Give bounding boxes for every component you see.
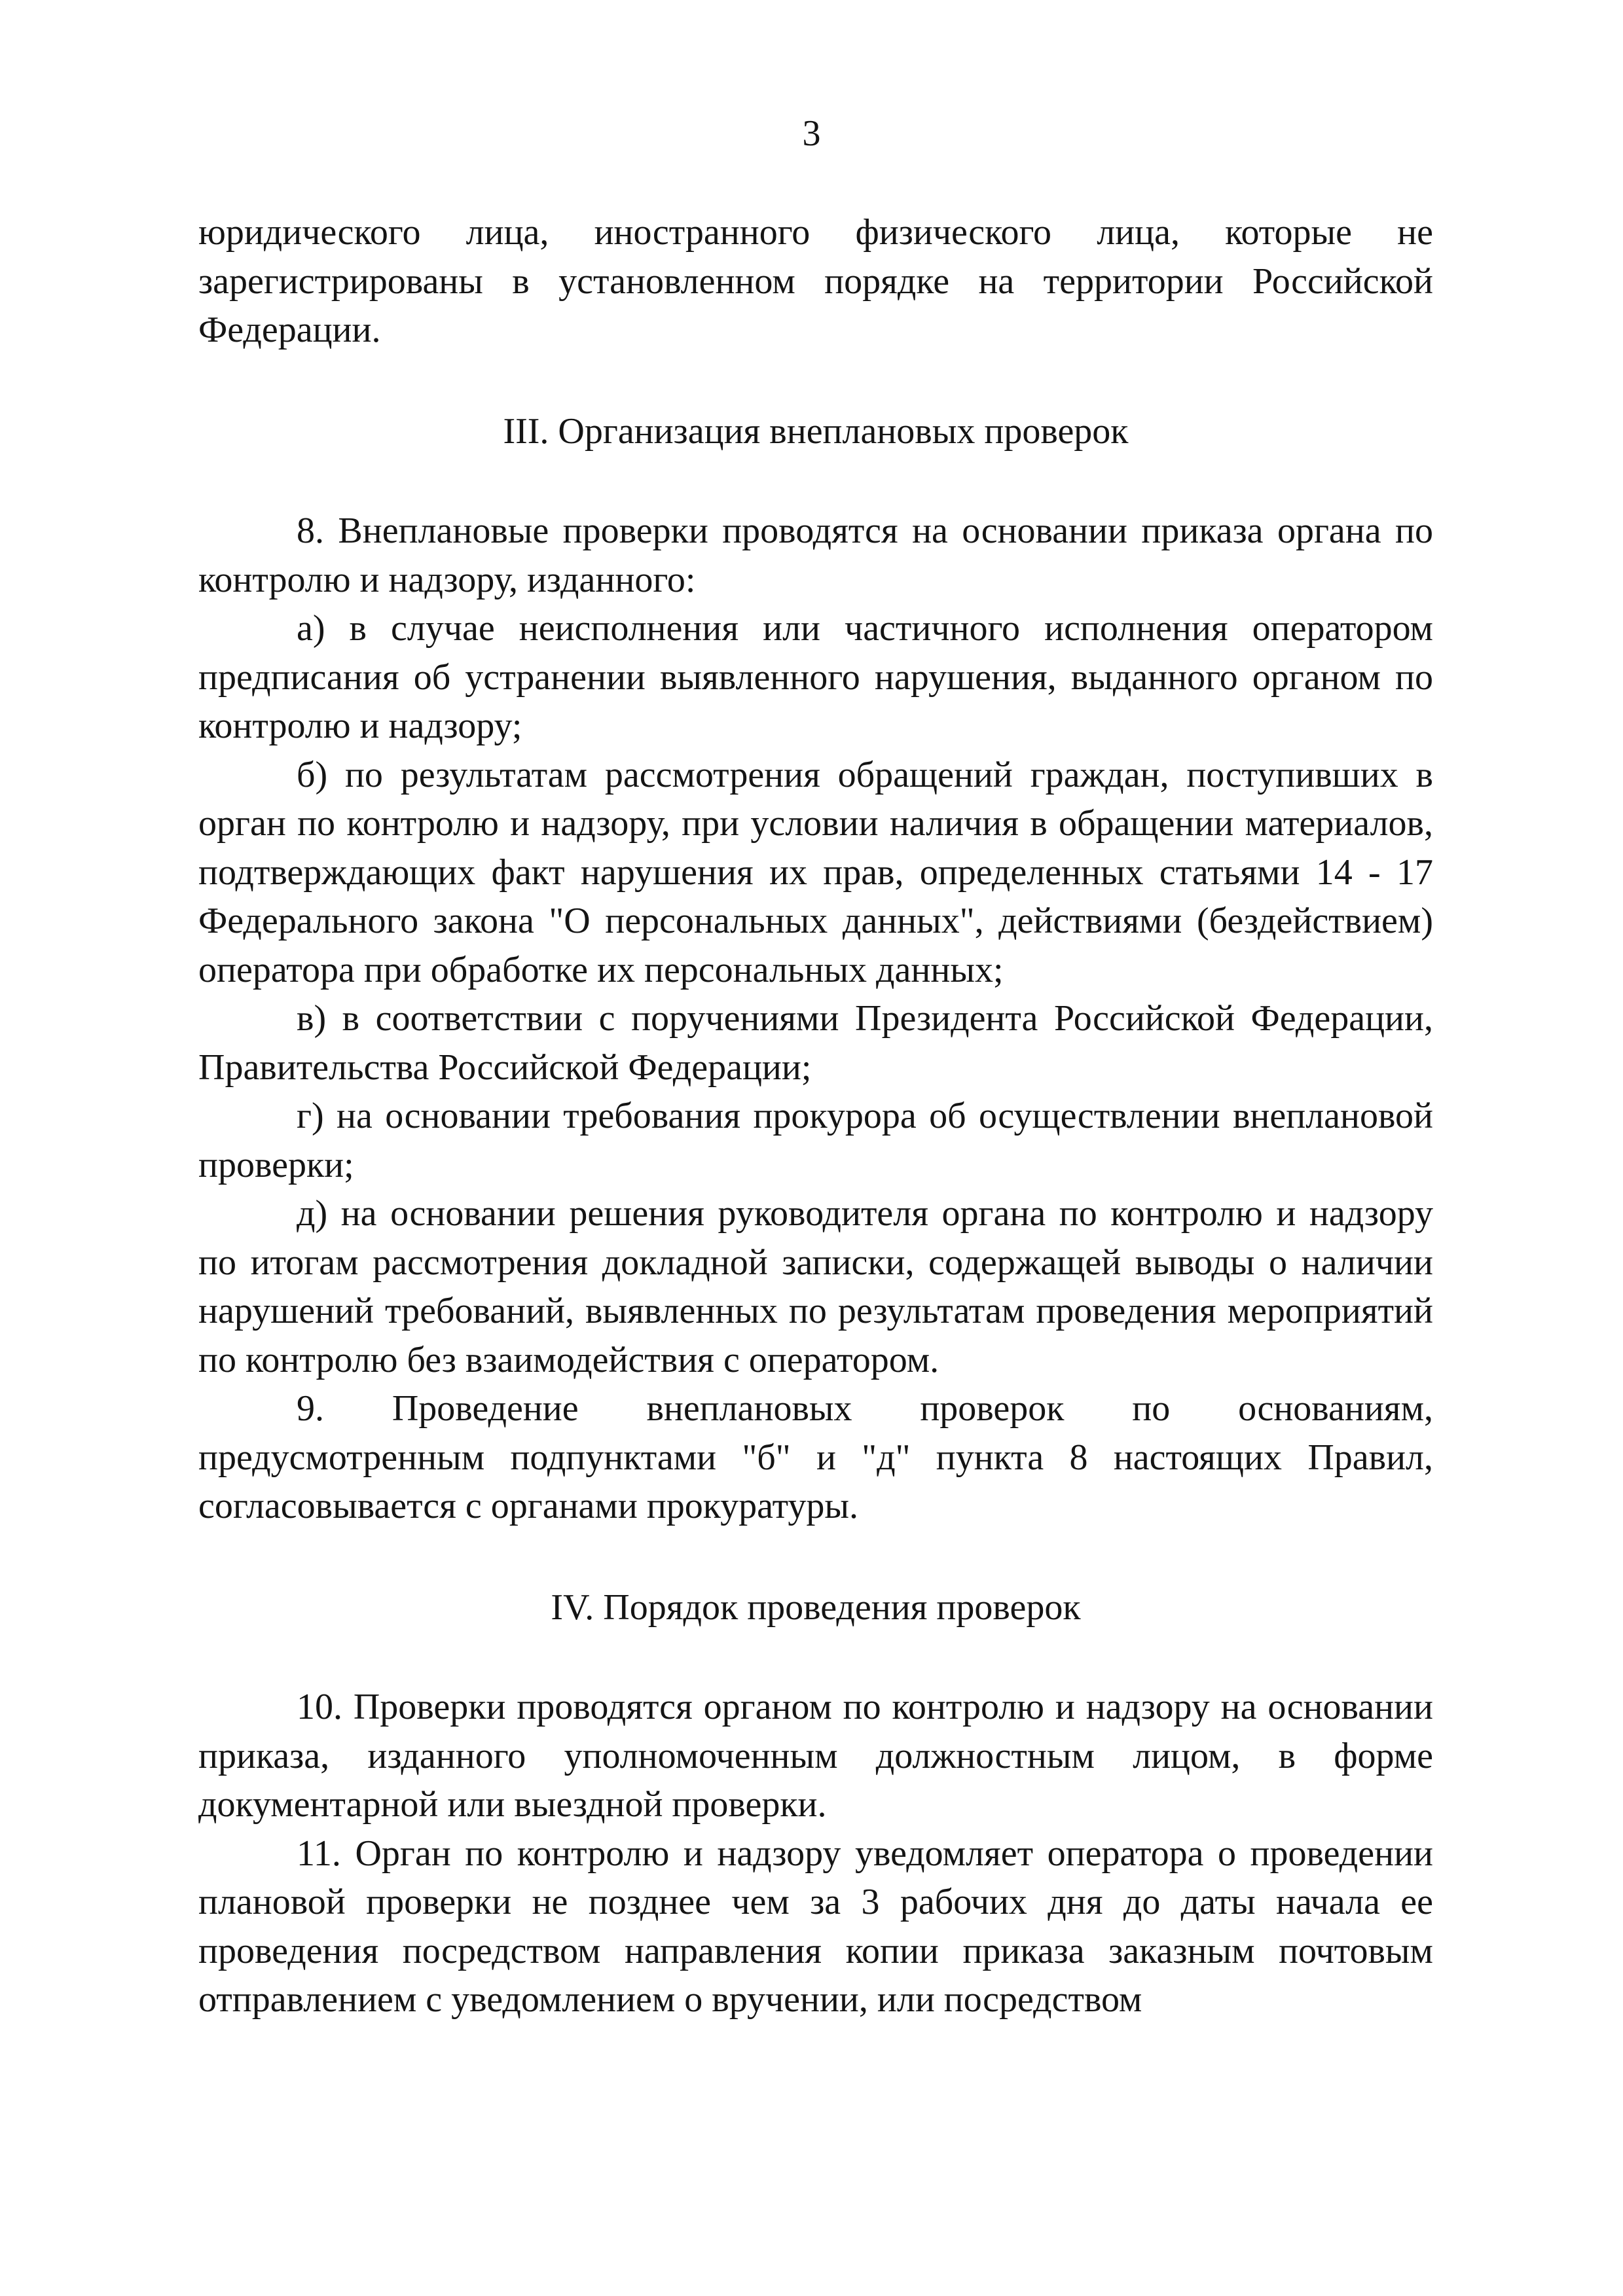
document-body xyxy=(198,208,1433,2024)
subparagraph-g: г) на основании требования прокурора об осуществлении внеплановой проверки; xyxy=(198,1096,1433,1185)
paragraph-10: 10. Проверки проводятся органом по контролю и надзору на основании приказа, изданного уполномоченным должностным лицом, в форме документарной или выездной проверки. xyxy=(198,1687,1433,1825)
section-3-heading: III. Организация внеплановых проверок xyxy=(503,410,1129,452)
subparagraph-a: а) в случае неисполнения или частичного исполнения оператором предписания об устранении выявленного нарушения, выданного органом по контролю и надзору; xyxy=(198,608,1433,746)
paragraph-9: 9. Проведение внеплановых проверок по основаниям, предусмотренным подпунктами "б" и "д" пункта 8 настоящих Правил, согласовывается с органами прокуратуры. xyxy=(198,1388,1433,1526)
paragraph-8: 8. Внеплановые проверки проводятся на основании приказа органа по контролю и надзору, изданного: xyxy=(198,511,1433,600)
paragraph-11: 11. Орган по контролю и надзору уведомляет оператора о проведении плановой проверки не позднее чем за 3 рабочих дня до даты начала ее проведения посредством направления копии приказа заказным почтовым отправлением с уведомлением о вручении, или посредством xyxy=(198,1833,1433,2020)
section-4-heading: IV. Порядок проведения проверок xyxy=(551,1587,1081,1628)
subparagraph-d: д) на основании решения руководителя органа по контролю и надзору по итогам рассмотрения докладной записки, содержащей выводы о наличии нарушений требований, выявленных по результатам проведения мероприятий по контролю без взаимодействия с оператором. xyxy=(198,1193,1433,1380)
subparagraph-b: б) по результатам рассмотрения обращений граждан, поступивших в орган по контролю и надзору, при условии наличия в обращении материалов, подтверждающих факт нарушения их прав, определенных статьями 14 - 17 Федерального закона "О персональных данных", действиями (бездействием) оператора при обработке их персональных данных; xyxy=(198,754,1433,990)
page-number: 3 xyxy=(802,113,821,154)
subparagraph-v: в) в соответствии с поручениями Президента Российской Федерации, Правительства Российской Федерации; xyxy=(198,998,1433,1088)
intro-paragraph: юридического лица, иностранного физического лица, которые не зарегистрированы в установленном порядке на территории Российской Федерации. xyxy=(198,212,1433,350)
